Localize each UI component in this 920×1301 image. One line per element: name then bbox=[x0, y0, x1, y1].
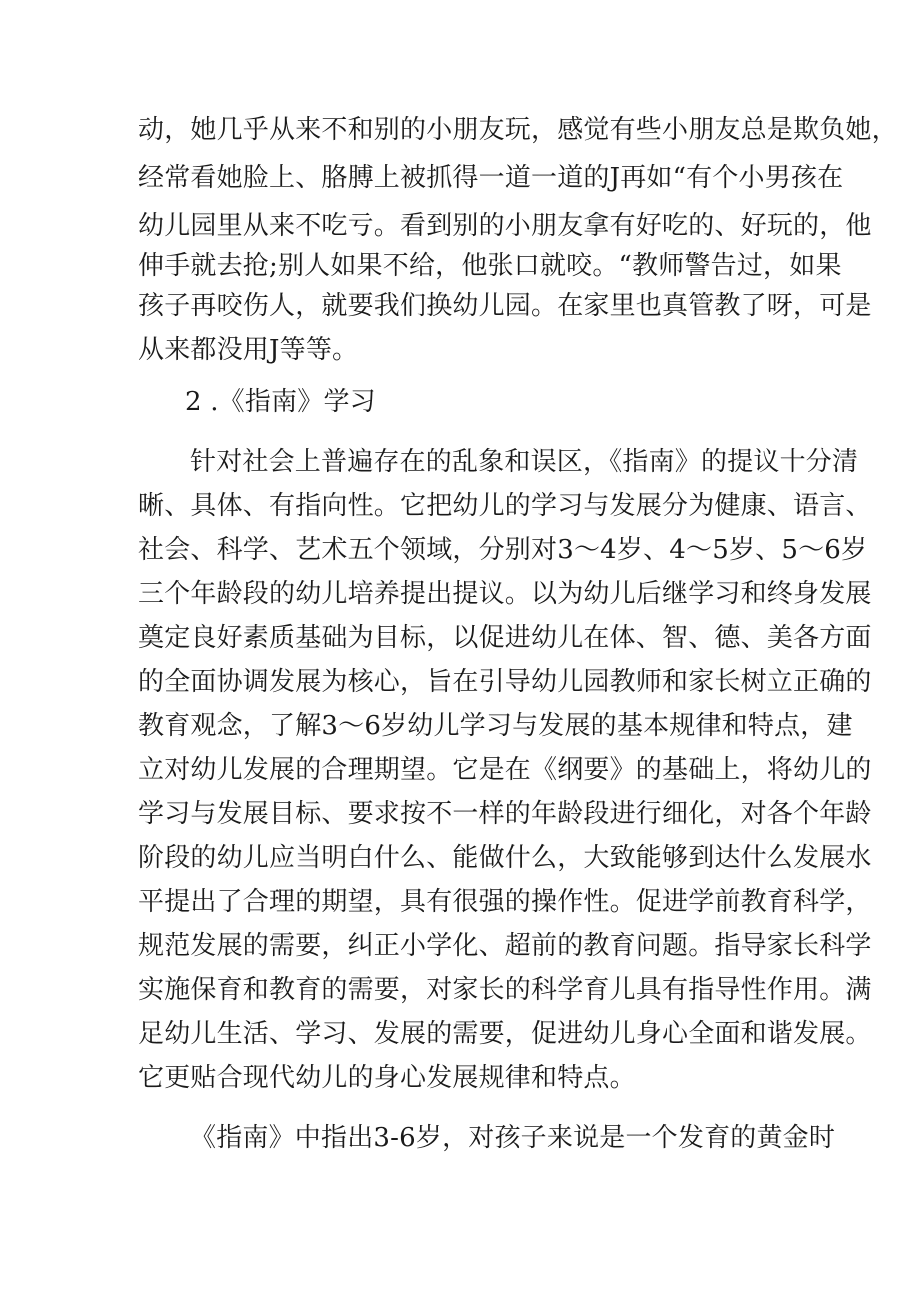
paragraph-line: 立对幼儿发展的合理期望。它是在《纲要》的基础上，将幼儿的 bbox=[138, 755, 872, 785]
paragraph-line: 动，她几乎从来不和别的小朋友玩，感觉有些小朋友总是欺负她， bbox=[138, 115, 898, 145]
paragraph-line: 伸手就去抢;别人如果不给，他张口就咬。“教师警告过，如果 bbox=[138, 251, 842, 281]
paragraph-line: 的全面协调发展为核心，旨在引导幼儿园教师和家长树立正确的 bbox=[138, 667, 872, 697]
paragraph-line: 阶段的幼儿应当明白什么、能做什么，大致能够到达什么发展水 bbox=[138, 843, 872, 873]
paragraph-line: 三个年龄段的幼儿培养提出提议。以为幼儿后继学习和终身发展 bbox=[138, 579, 872, 609]
paragraph-line: 孩子再咬伤人，就要我们换幼儿园。在家里也真管教了呀，可是 bbox=[138, 291, 872, 321]
paragraph-line: 经常看她脸上、胳膊上被抓得一道一道的J再如“有个小男孩在 bbox=[138, 163, 844, 193]
paragraph-line: 奠定良好素质基础为目标，以促进幼儿在体、智、德、美各方面 bbox=[138, 623, 872, 653]
paragraph-line: 平提出了合理的期望，具有很强的操作性。促进学前教育科学， bbox=[138, 887, 872, 917]
section-heading: 2 .《指南》学习 bbox=[185, 387, 376, 417]
paragraph-line: 实施保育和教育的需要，对家长的科学育儿具有指导性作用。满 bbox=[138, 975, 872, 1005]
paragraph-line: 从来都没用J等等。 bbox=[138, 335, 359, 365]
paragraph-line: 教育观念，了解3～6岁幼儿学习与发展的基本规律和特点，建 bbox=[138, 711, 853, 741]
paragraph-line: 学习与发展目标、要求按不一样的年龄段进行细化，对各个年龄 bbox=[138, 799, 872, 829]
paragraph-line: 晰、具体、有指向性。它把幼儿的学习与发展分为健康、语言、 bbox=[138, 491, 872, 521]
paragraph-line: 社会、科学、艺术五个领域，分别对3～4岁、4～5岁、5～6岁 bbox=[138, 535, 868, 565]
paragraph-line: 规范发展的需要，纠正小学化、超前的教育问题。指导家长科学 bbox=[138, 931, 872, 961]
paragraph-line: 幼儿园里从来不吃亏。看到别的小朋友拿有好吃的、好玩的，他 bbox=[138, 211, 872, 241]
paragraph-line: 足幼儿生活、学习、发展的需要，促进幼儿身心全面和谐发展。 bbox=[138, 1019, 872, 1049]
paragraph-line: 针对社会上普遍存在的乱象和误区，《指南》的提议十分清 bbox=[190, 447, 859, 477]
paragraph-line: 它更贴合现代幼儿的身心发展规律和特点。 bbox=[138, 1063, 636, 1093]
paragraph-line: 《指南》中指出3-6岁，对孩子来说是一个发育的黄金时 bbox=[190, 1123, 836, 1153]
